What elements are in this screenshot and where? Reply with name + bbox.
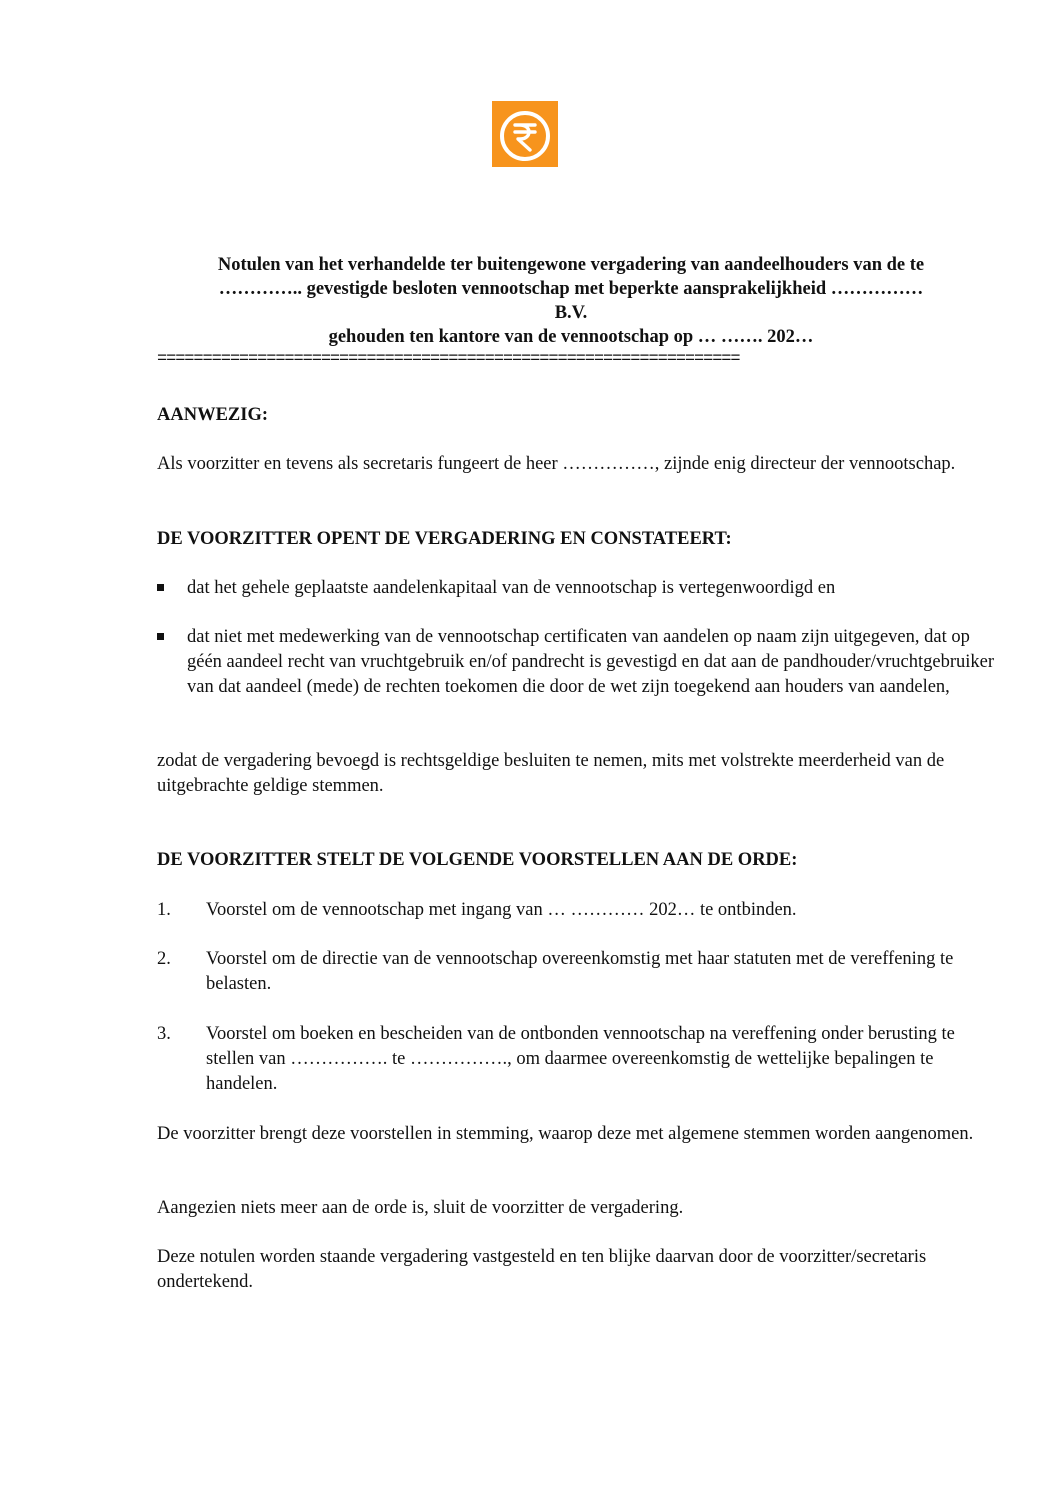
aanwezig-text xyxy=(157,452,997,477)
paragraph: Als voorzitter en tevens als secretaris fungeert de heer ……………, zijnde enig directeur der vennootschap. xyxy=(157,454,956,474)
title-line: gehouden ten kantore van de vennootschap op … ……. 202… xyxy=(328,327,814,347)
paragraph: De voorzitter brengt deze voorstellen in stemming, waarop deze met algemene stemmen worden aangenomen. xyxy=(157,1124,974,1144)
separator-line: ================================================================ xyxy=(157,350,740,369)
bullet-marker xyxy=(157,633,164,640)
rupee-coin-icon xyxy=(492,101,558,167)
voorstellen-heading: DE VOORZITTER STELT DE VOLGENDE VOORSTELLEN AAN DE ORDE: xyxy=(157,850,798,870)
list-item xyxy=(157,947,997,997)
list-item-text: Voorstel om de directie van de vennootschap overeenkomstig met haar statuten met de vereffening te belasten. xyxy=(206,949,954,994)
paragraph: zodat de vergadering bevoegd is rechtsgeldige besluiten te nemen, mits met volstrekte meerderheid van de uitgebrachte geldige stemmen. xyxy=(157,751,945,796)
list-item-text: Voorstel om de vennootschap met ingang van … ………… 202… te ontbinden. xyxy=(206,900,797,920)
constateert-heading: DE VOORZITTER OPENT DE VERGADERING EN CONSTATEERT: xyxy=(157,529,732,549)
closing-paragraph-3 xyxy=(157,1245,997,1295)
item-number: 2. xyxy=(157,949,171,969)
list-item xyxy=(157,1022,997,1097)
paragraph: Aangezien niets meer aan de orde is, sluit de voorzitter de vergadering. xyxy=(157,1198,684,1218)
list-item-text: Voorstel om boeken en bescheiden van de ontbonden vennootschap na vereffening onder berusting te stellen van ……………. te ……………., om daarmee overeenkomstig de wettelijke bepalingen te handelen. xyxy=(206,1024,955,1094)
closing-paragraph-1 xyxy=(157,1122,997,1147)
list-item-text: dat niet met medewerking van de vennootschap certificaten van aandelen op naam zijn uitgegeven, dat op géén aandeel recht van vruchtgebruik en/of pandrecht is gevestigd en dat aan de pandhouder/vruchtgebruiker van dat aandeel (mede) de rechten toekomen die door de wet zijn toegekend aan houders van aandelen, xyxy=(187,627,994,697)
paragraph: Deze notulen worden staande vergadering vastgesteld en ten blijke daarvan door de voorzitter/secretaris ondertekend. xyxy=(157,1247,927,1292)
list-item-text: dat het gehele geplaatste aandelenkapitaal van de vennootschap is vertegenwoordigd en xyxy=(187,578,836,598)
list-item xyxy=(157,898,997,923)
title-line: Notulen van het verhandelde ter buitengewone vergadering van aandeelhouders van de te xyxy=(217,255,925,275)
closing-paragraph-2 xyxy=(157,1196,997,1221)
item-number: 3. xyxy=(157,1024,171,1044)
bullet-marker xyxy=(157,584,164,591)
list-item xyxy=(157,625,997,700)
title-line: B.V. xyxy=(554,303,588,323)
item-number: 1. xyxy=(157,900,171,920)
list-item xyxy=(157,576,997,601)
document-title xyxy=(157,253,985,349)
aanwezig-heading: AANWEZIG: xyxy=(157,405,269,425)
conclusion-text xyxy=(157,749,997,799)
title-line: ………….. gevestigde besloten vennootschap met beperkte aansprakelijkheid …………… xyxy=(218,279,924,299)
